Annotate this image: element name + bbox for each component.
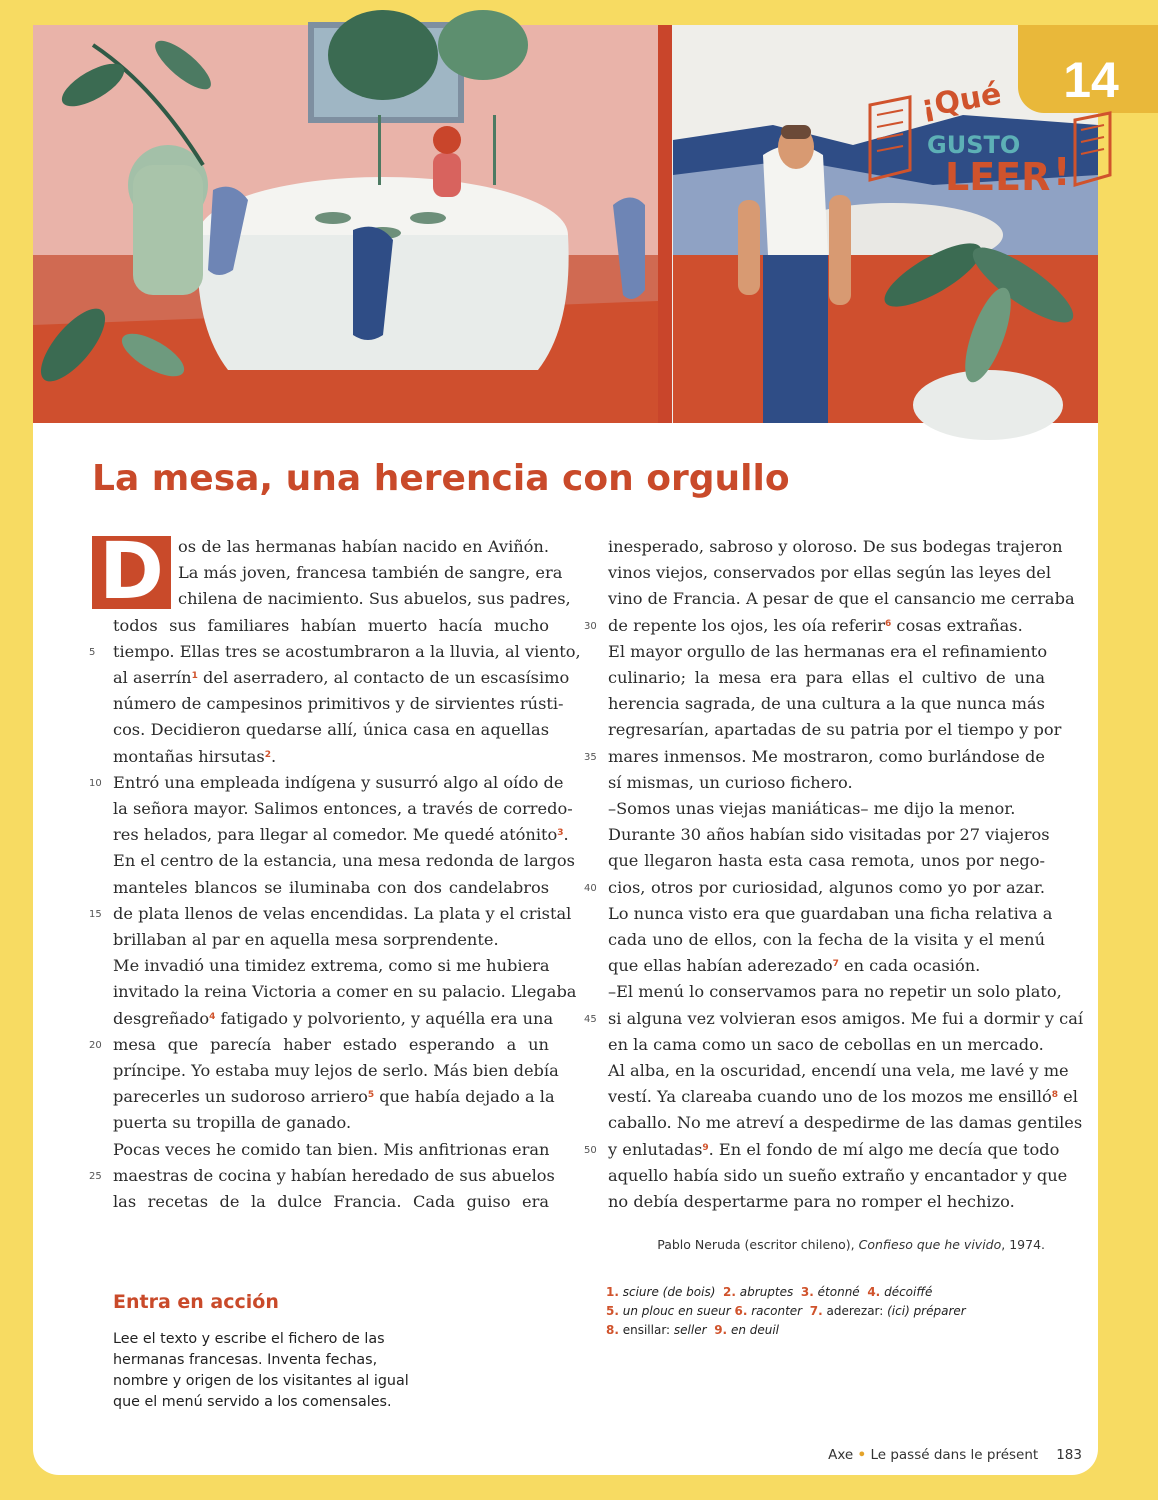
text-left-line: cos. Decidieron quedarse allí, única casa en aquellas — [113, 720, 549, 740]
text-right-line: cios, otros por curiosidad, algunos como yo por azar. — [608, 877, 1045, 897]
text-right-line: vinos viejos, conservados por ellas según las leyes del — [608, 563, 1052, 583]
text-right-line: –El menú lo conservamos para no repetir un solo plato, — [608, 982, 1062, 1002]
activity-title: Entra en acción — [113, 1291, 279, 1313]
text-left-line: invitado la reina Victoria a comer en su palacio. Llegaba — [113, 982, 577, 1002]
text-left-line: puerta su tropilla de ganado. — [113, 1113, 352, 1133]
text-right-line: Durante 30 años habían sido visitadas por 27 viajeros — [608, 825, 1050, 845]
text-left-line: de plata llenos de velas encendidas. La plata y el cristal — [113, 903, 572, 923]
text-right-line: que llegaron hasta esta casa remota, unos por nego- — [608, 851, 1045, 871]
text-right-line: Lo nunca visto era que guardaban una ficha relativa a — [608, 903, 1053, 923]
text-right-line: herencia sagrada, de una cultura a la que nunca más — [608, 694, 1045, 714]
unit-number: 14 — [1063, 52, 1119, 108]
text-right-line: no debía despertarme para no romper el hechizo. — [608, 1192, 1015, 1211]
text-right-line: caballo. No me atreví a despedirme de las damas gentiles — [608, 1113, 1083, 1133]
text-right-line: aquello había sido un sueño extraño y encantador y que — [608, 1165, 1068, 1185]
text-left-line: todos sus familiares habían muerto hacía mucho — [113, 615, 549, 635]
text-left-line: os de las hermanas habían nacido en Aviñón. — [178, 537, 549, 556]
text-left-line: parecerles un sudoroso arriero$^5$ que había dejado a la — [113, 1087, 555, 1107]
drop-cap: D — [92, 536, 171, 609]
text-right-line: que ellas habían aderezado$^7$ en cada ocasión. — [608, 956, 981, 976]
text-right-line: sí mismas, un curioso fichero. — [608, 772, 853, 792]
note-row: 1. sciure (de bois) 2. abruptes 3. étonné 4. décoiffé — [606, 1285, 933, 1299]
footer-axis: Axe — [828, 1447, 854, 1463]
text-right-line: vino de Francia. A pesar de que el cansancio me cerraba — [608, 589, 1075, 609]
page-footer — [828, 1447, 1082, 1463]
text-left-line: la señora mayor. Salimos entonces, a través de corredo- — [113, 799, 573, 818]
text-left-line: En el centro de la estancia, una mesa redonda de largos — [113, 851, 575, 871]
source-year: , 1974. — [1001, 1237, 1045, 1252]
page-number: 183 — [1056, 1447, 1082, 1463]
source-work: Confieso que he vivido — [858, 1237, 1002, 1252]
text-left-line: chilena de nacimiento. Sus abuelos, sus padres, — [178, 589, 571, 609]
text-right-line: El mayor orgullo de las hermanas era el refinamiento — [608, 641, 1048, 661]
page-title: La mesa, una herencia con orgullo — [92, 458, 790, 499]
logo-text-gusto: GUSTO — [927, 131, 1021, 159]
activity-text: Lee el texto y escribe el fichero de las hermanas francesas. Inventa fechas, nombre y origen de los visitantes al igual que el menú servido a los comensales. — [113, 1331, 409, 1410]
source-citation — [657, 1237, 1045, 1252]
text-left-line: Pocas veces he comido tan bien. Mis anfitrionas eran — [113, 1139, 550, 1159]
text-right-line: inesperado, sabroso y oloroso. De sus bodegas trajeron — [608, 537, 1063, 556]
que-gusto-leer-logo — [865, 75, 1115, 199]
text-right-line: cada uno de ellos, con la fecha de la visita y el menú — [608, 930, 1045, 949]
line-number: 30 — [584, 620, 597, 632]
line-number: 35 — [584, 751, 597, 763]
text-left-line: brillaban al par en aquella mesa sorprendente. — [113, 930, 499, 949]
text-right-line: culinario; la mesa era para ellas el cultivo de una — [608, 668, 1045, 687]
vocabulary-notes — [606, 1283, 966, 1340]
text-left-line: desgreñado$^4$ fatigado y polvoriento, y aquélla era una — [113, 1008, 554, 1028]
line-number: 40 — [584, 882, 597, 894]
line-number: 20 — [89, 1039, 102, 1051]
text-left-line: número de campesinos primitivos y de sirvientes rústi- — [113, 694, 564, 714]
text-right-line: en la cama como un saco de cebollas en un mercado. — [608, 1034, 1044, 1054]
text-right-line: mares inmensos. Me mostraron, como burlándose de — [608, 746, 1045, 766]
text-right-line: si alguna vez volvieran esos amigos. Me fui a dormir y caí — [608, 1008, 1084, 1028]
line-number: 15 — [89, 908, 102, 920]
text-left-line: mesa que parecía haber estado esperando a un — [113, 1034, 549, 1054]
note-row: 5. un plouc en sueur 6. raconter 7. aderezar: (ici) préparer — [606, 1304, 966, 1318]
line-number: 25 — [89, 1170, 102, 1182]
note-row: 8. ensillar: seller 9. en deuil — [606, 1323, 780, 1337]
logo-text-que: ¡Qué — [918, 76, 1005, 125]
line-number: 50 — [584, 1144, 597, 1156]
text-left-line: La más joven, francesa también de sangre, era — [178, 563, 563, 583]
text-right-line: regresarían, apartadas de su patria por el tiempo y por — [608, 720, 1062, 740]
text-right-line: vestí. Ya clareaba cuando uno de los mozos me ensilló$^8$ — [608, 1087, 1059, 1107]
line-number: 10 — [89, 777, 102, 789]
text-left-line: maestras de cocina y habían heredado de sus abuelos — [113, 1165, 555, 1185]
text-left-line: tiempo. Ellas tres se acostumbraron a la lluvia, al viento, — [113, 641, 581, 661]
text-right-line: –Somos unas viejas maniáticas– me dijo la menor. — [608, 799, 1016, 818]
text-left-line: res helados, para llegar al comedor. Me quedé atónito$^3$ — [113, 825, 564, 845]
text-left-line: príncipe. Yo estaba muy lejos de serlo. Más bien debía — [113, 1061, 559, 1080]
text-right-line: y enlutadas$^9$. En el fondo de mí algo me decía que todo — [608, 1139, 1060, 1159]
text-right-line: de repente los ojos, les oía referir$^6$ cosas extrañas. — [608, 615, 1023, 635]
footer-dot: • — [857, 1447, 867, 1463]
source-author: Pablo Neruda (escritor chileno), — [657, 1237, 855, 1252]
text-left-line: Entró una empleada indígena y susurró algo al oído de — [113, 772, 564, 792]
logo-text-excl: ! — [1053, 150, 1071, 194]
text-left-line: al aserrín$^1$ del aserradero, al contacto de un escasísimo — [113, 668, 570, 687]
footer-section: Le passé dans le présent — [870, 1447, 1039, 1463]
line-number: 45 — [584, 1013, 597, 1025]
text-left-line: manteles blancos se iluminaba con dos candelabros — [113, 877, 549, 897]
text-right-line: Al alba, en la oscuridad, encendí una vela, me lavé y me — [608, 1061, 1069, 1080]
line-number: 5 — [89, 646, 96, 658]
logo-text-leer: LEER — [945, 155, 1051, 199]
text-left-line: montañas hirsutas$^2$. — [113, 746, 277, 766]
text-left-line: las recetas de la dulce Francia. Cada guiso era — [113, 1192, 549, 1211]
text-left-line: Me invadió una timidez extrema, como si me hubiera — [113, 956, 550, 976]
